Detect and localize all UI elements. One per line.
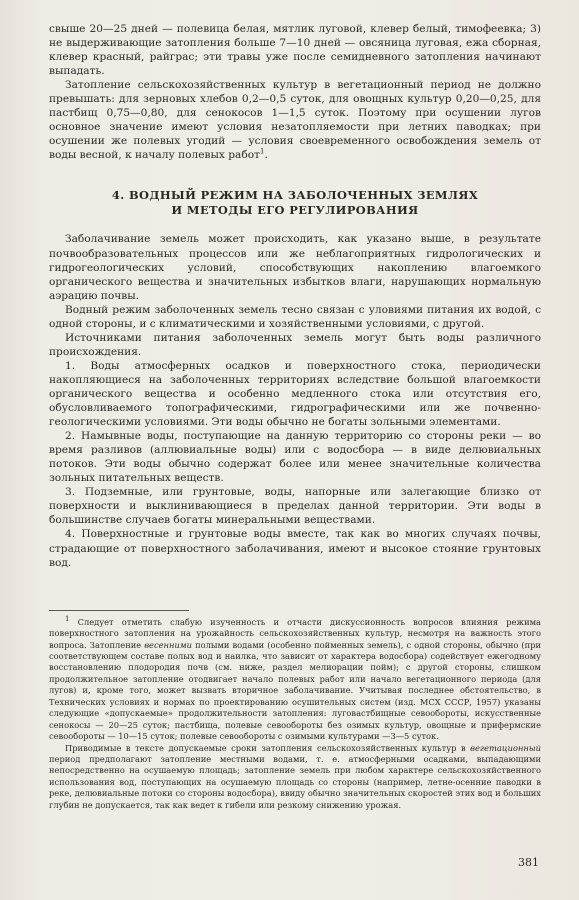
list-item: 1. Воды атмосферных осадков и поверхностного стока, периодически накопляющиеся на заболоченных территориях вследствие большой влагоемкости органического вещества и особенно медленного стока или отсутствия его, обусловливаемого топографическими, гидрографическими или же почвенно-геологическими условиями. Эти воды обычно не богаты зольными элементами. <box>49 359 541 429</box>
footnote-continuation: Приводимые в тексте допускаемые сроки затопления сельскохозяйственных культур в вегетационный период предполагают затопление местными водами, т. е. атмосферными осадками, выпадающими непосредственно на осушаемую площадь; затопление земель при любом характере сельскохозяйственного использования вод, поступающих на осушаемую площадь со стороны (например, летне-осенние паводки в реке, делювиальные потоки со стороны водосбора), ввиду обычно значительных скоростей этих вод и больших глубин не допускается, так как ведет к гибели или резкому снижению урожая. <box>49 742 541 810</box>
list-item: 2. Намывные воды, поступающие на данную территорию со стороны реки — во время разливов (аллювиальные воды) или с водосбора — в виде делювиальных потоков. Эти воды обычно содержат более или менее значительные количества зольных питательных веществ. <box>49 430 541 485</box>
top-text-block <box>49 22 541 162</box>
paragraph: Водный режим заболоченных земель тесно связан с уловиями питания их водой, с одной стороны, и с климатическими и хозяйственными условиями, с другой. <box>49 303 541 330</box>
footnote: $^1$ Следует отметить слабую изученность и отчасти дискуссионность вопросов влияния режима поверхностного затопления на урожайность сельскохозяйственных культур, несмотря на важность этого вопроса. Затопление весенними полыми водами (особенно пойменных земель), с одной стороны, обычно (при соответствующем составе полых вод и наилка, что зависит от характера водосбора) содействует ежегодному восстановлению плодородия почв (см. ниже, раздел мелиорации пойм); с другой стороны, слишком продолжительное затопление отодвигает начало полевых работ или начало вегетационного периода (для лугов) и, кроме того, может вызвать вторичное заболачивание. Учитывая последнее обстоятельство, в Технических условиях и нормах по проектированию осушительных систем (изд. МСХ СССР, 1957) указаны следующие «допускаемые» продолжительности затопления: луговастбищные севообороты, искусственные сенокосы — 20—25 суток; пастбища, полевые севообороты без озимых культур, овощные и прифермские севообороты — 10—15 суток; полевые севообороты с озимыми культурами —3—5 суток. <box>49 614 541 742</box>
paragraph: Источниками питания заболоченных земель могут быть воды различного происхождения. <box>49 331 541 358</box>
section-text-block <box>49 232 541 569</box>
section-heading-line-1: 4. ВОДНЫЙ РЕЖИМ НА ЗАБОЛОЧЕННЫХ ЗЕМЛЯХ <box>111 188 479 203</box>
section-heading <box>49 188 541 218</box>
footnote-reference: 1 <box>259 147 265 156</box>
footnote-marker: 1 <box>65 614 70 623</box>
paragraph: свыше 20—25 дней — полевица белая, мятлик луговой, клевер белый, тимофеевка; 3) не выдерживающие затопления больше 7—10 дней — овсяница луговая, ежа сборная, клевер красный, райграс; эти травы уже после семидневного затопления начинают выпадать. <box>49 23 541 78</box>
paragraph: Заболачивание земель может происходить, как указано выше, в результате почвообразовательных процессов или же неблагоприятных гидрологических и гидрогеологических условий, способствующих накоплению влагоемкого органического вещества и значительных избытков влаги, нарушающих нормальную аэрацию почвы. <box>49 233 541 302</box>
section-heading-line-2: И МЕТОДЫ ЕГО РЕГУЛИРОВАНИЯ <box>171 203 419 218</box>
list-item: 4. Поверхностные и грунтовые воды вместе, так как во многих случаях почвы, страдающие от поверхностного заболачивания, имеют и высокое стояние грунтовых вод. <box>49 528 541 569</box>
footnote-divider <box>49 610 189 611</box>
page-number: 381 <box>518 856 539 869</box>
list-item: 3. Подземные, или грунтовые, воды, напорные или залегающие близко от поверхности и выклинивающиеся в пределах данной территории. Эти воды в большинстве случаев богаты минеральными веществами. <box>49 486 541 527</box>
footnotes <box>49 614 541 812</box>
paragraph: Затопление сельскохозяйственных культур в вегетационный период не должно превышать: для зерновых хлебов 0,2—0,5 суток, для овощных культур 0,20—0,25, для пастбищ 0,75—0,80, для сенокосов 1—1,5 суток. Поэтому при осушении лугов основное значение имеют условия незатопляемости при летних паводках; при осушении же полевых угодий — условия своевременного освобождения земель от воды весной, к началу полевых работ$^1$. <box>49 79 541 162</box>
